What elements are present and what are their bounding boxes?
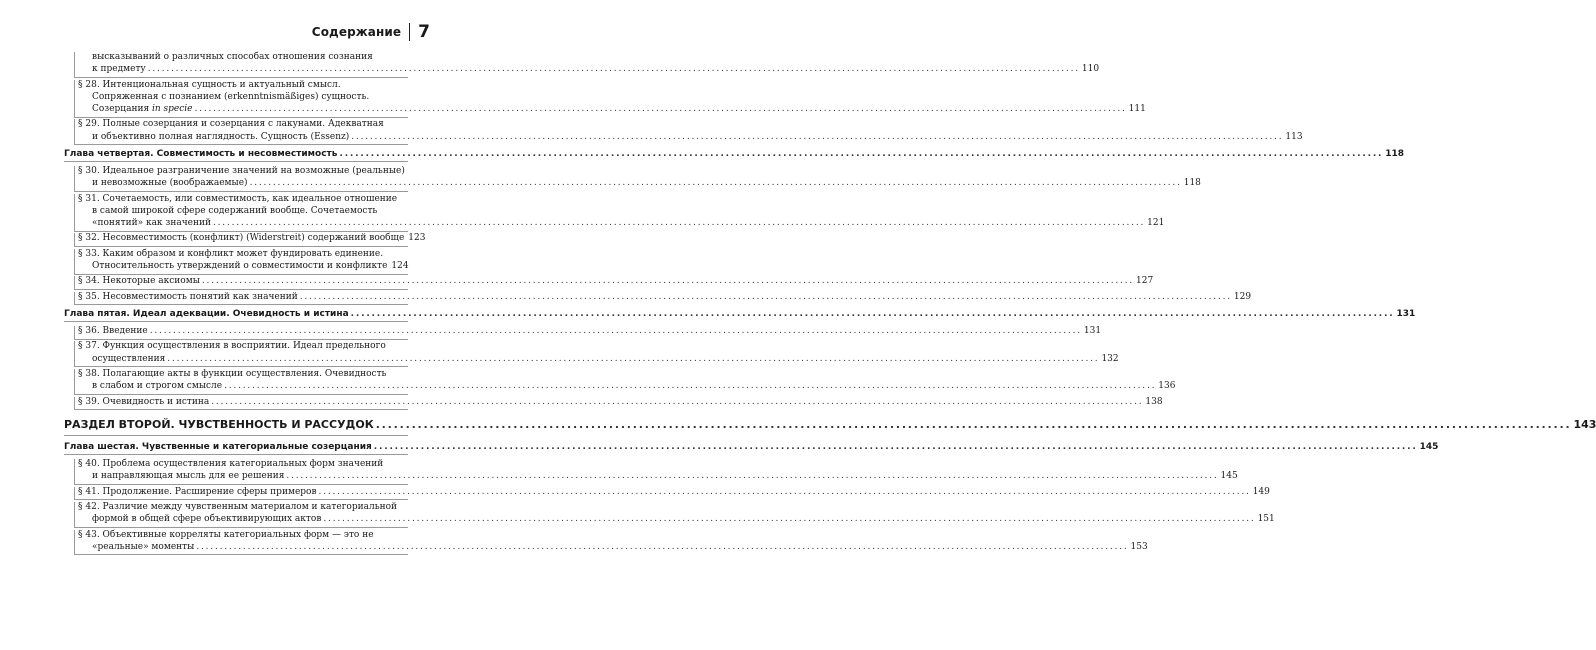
entry-page-number: 138 bbox=[1145, 396, 1163, 407]
entry-left-rule bbox=[74, 276, 75, 289]
entry-last-line bbox=[92, 353, 1119, 365]
entry-page-number: 118 bbox=[1183, 178, 1201, 189]
entry-text-line: § 40. Проблема осуществления категориальных форм значений bbox=[78, 458, 384, 469]
entry-divider bbox=[64, 161, 408, 162]
entry-text-line: § 34. Некоторые аксиомы bbox=[78, 276, 200, 287]
entry-text-line: § 35. Несовместимость понятий как значений bbox=[78, 291, 298, 302]
entry-text-line: осуществления bbox=[92, 353, 166, 364]
entry-page-number: 129 bbox=[1233, 291, 1252, 302]
entry-left-rule bbox=[74, 326, 75, 339]
entry-last-line bbox=[78, 396, 1163, 408]
entry-text-line: § 37. Функция осуществления в восприятии. Идеал предельного bbox=[78, 341, 386, 352]
entry-text-line: § 42. Различие между чувственным материалом и категориальной bbox=[78, 501, 398, 512]
dot-leader: ........................................................................................................................................................................................................ bbox=[194, 103, 1127, 114]
entry-last-line bbox=[64, 418, 1596, 431]
entry-left-rule bbox=[74, 80, 75, 118]
dot-leader: ........................................................................................................................................................................................................ bbox=[167, 353, 1100, 364]
entry-left-rule bbox=[74, 292, 75, 305]
dot-leader: ........................................................................................................................................................................................................ bbox=[351, 131, 1284, 142]
entry-last-line bbox=[64, 148, 1405, 160]
entry-text-line: формой в общей сфере объективирующих актов bbox=[92, 514, 322, 525]
entry-page-number: 131 bbox=[1396, 308, 1416, 319]
entry-page-number: 118 bbox=[1385, 148, 1405, 159]
entry-text-line: § 32. Несовместимость (конфликт) (Widerstreit) содержаний вообще bbox=[78, 233, 405, 244]
entry-last-line bbox=[92, 63, 1100, 75]
entry-text-line: § 29. Полные созерцания и созерцания с лакунами. Адекватная bbox=[78, 119, 384, 130]
entry-last-line bbox=[92, 217, 1165, 229]
entry-page-number: 121 bbox=[1147, 217, 1165, 228]
entry-page-number: 145 bbox=[1419, 441, 1439, 452]
entry-left-rule bbox=[74, 194, 75, 232]
entry-page-number: 153 bbox=[1130, 541, 1148, 552]
entry-left-rule bbox=[74, 119, 75, 144]
entry-left-rule bbox=[74, 459, 75, 484]
entry-last-line bbox=[64, 441, 1439, 453]
entry-page-number: 145 bbox=[1220, 471, 1238, 482]
entry-left-rule bbox=[74, 233, 75, 246]
entry-text-line: Глава шестая. Чувственные и категориальные созерцания bbox=[64, 441, 372, 452]
entry-divider bbox=[64, 321, 408, 322]
entry-divider bbox=[64, 435, 408, 436]
entry-divider bbox=[74, 554, 408, 555]
entry-text-line: Глава пятая. Идеал адеквации. Очевидность и истина bbox=[64, 308, 349, 319]
entry-left-rule bbox=[74, 341, 75, 366]
entry-last-line bbox=[92, 103, 1146, 115]
entry-left-rule bbox=[74, 166, 75, 191]
entry-left-rule bbox=[74, 530, 75, 555]
entry-text-line: § 33. Каким образом и конфликт может фундировать единение. bbox=[78, 248, 384, 259]
dot-leader: ........................................................................................................................................................................................................ bbox=[286, 471, 1219, 482]
entry-page-number: 110 bbox=[1081, 64, 1100, 75]
entry-page-number: 131 bbox=[1083, 326, 1102, 336]
entry-page-number: 143 bbox=[1573, 418, 1596, 431]
dot-leader: ........................................................................................................................................................................................................ bbox=[212, 217, 1146, 228]
entry-last-line bbox=[78, 486, 1270, 498]
entry-last-line bbox=[92, 131, 1303, 143]
entry-page-number: 149 bbox=[1252, 486, 1270, 497]
entry-last-line bbox=[92, 380, 1176, 392]
entry-left-rule bbox=[74, 249, 75, 274]
entry-divider bbox=[64, 454, 408, 455]
entry-text-line: § 31. Сочетаемость, или совместимость, как идеальное отношение bbox=[78, 193, 398, 204]
dot-leader: ........................................................................................................................................................................................................ bbox=[249, 178, 1182, 189]
entry-page-number: 123 bbox=[408, 233, 426, 244]
dot-leader: ........................................................................................................................................................................................................ bbox=[224, 381, 1157, 392]
dot-leader: ........................................................................................................................................................................................................ bbox=[339, 148, 1384, 159]
entry-page-number: 132 bbox=[1101, 353, 1119, 364]
entry-last-line bbox=[92, 260, 407, 272]
entry-page-number: 111 bbox=[1128, 103, 1146, 114]
dot-leader: ........................................................................................................................................................................................................ bbox=[149, 326, 1082, 336]
dot-leader: ........................................................................................................................................................................................................ bbox=[211, 396, 1144, 407]
entry-last-line bbox=[78, 232, 426, 244]
dot-leader: ........................................................................................................................................................................................................ bbox=[299, 291, 1232, 302]
entry-page-number: 127 bbox=[1136, 276, 1154, 287]
dot-leader: ........................................................................................................................................................................................................ bbox=[201, 276, 1135, 287]
entry-text-line: Относительность утверждений о совместимости и конфликте bbox=[92, 260, 388, 271]
entry-text-line: § 30. Идеальное разграничение значений на возможные (реальные) bbox=[78, 165, 405, 176]
entry-page-number: 136 bbox=[1158, 381, 1176, 392]
dot-leader: ........................................................................................................................................................................................................ bbox=[350, 308, 1395, 319]
header-title: Содержание bbox=[311, 25, 402, 39]
entry-text-line: § 41. Продолжение. Расширение сферы примеров bbox=[78, 486, 317, 497]
dot-leader: ........................................................................................................................................................................................................ bbox=[196, 541, 1129, 552]
entry-last-line bbox=[78, 275, 1154, 287]
dot-leader: ........................................................................................................................................................................................................ bbox=[318, 486, 1251, 497]
entry-last-line bbox=[64, 308, 1416, 320]
entry-text-line: высказываний о различных способах отношения сознания bbox=[92, 52, 373, 62]
entry-text-line: и невозможные (воображаемые) bbox=[92, 178, 248, 189]
entry-text-line: Созерцания in specie bbox=[92, 103, 193, 114]
entry-text-line: Глава четвертая. Совместимость и несовместимость bbox=[64, 148, 338, 159]
entry-last-line bbox=[92, 541, 1148, 553]
dot-leader: ........................................................................................................................................................................................................ bbox=[373, 441, 1418, 452]
entry-divider bbox=[74, 409, 408, 410]
entry-page-number: 124 bbox=[391, 260, 409, 271]
dot-leader: ........................................................................................................................................................................................................ bbox=[147, 64, 1080, 75]
entry-left-rule bbox=[74, 487, 75, 500]
entry-text-line: § 38. Полагающие акты в функции осуществления. Очевидность bbox=[78, 369, 387, 379]
entry-left-rule bbox=[74, 502, 75, 527]
dot-leader: ........................................................................................................................................................................................................ bbox=[375, 418, 1572, 431]
entry-text-line: и направляющая мысль для ее решения bbox=[92, 471, 285, 482]
entry-last-line bbox=[92, 177, 1201, 189]
entry-text-line: и объективно полная наглядность. Сущность (Essenz) bbox=[92, 131, 350, 142]
page-number: 7 bbox=[418, 22, 430, 42]
entry-left-rule bbox=[74, 52, 75, 77]
dot-leader: ........................................................................................................................................................................................................ bbox=[323, 514, 1256, 525]
entry-divider bbox=[74, 144, 408, 145]
entry-page-number: 113 bbox=[1285, 131, 1303, 142]
entry-text-line: в самой широкой сфере содержаний вообще. Сочетаемость bbox=[92, 205, 378, 216]
entry-text-line: § 36. Введение bbox=[78, 326, 148, 336]
entry-left-rule bbox=[74, 397, 75, 410]
entry-page-number: 151 bbox=[1257, 514, 1275, 525]
entry-text-line: § 28. Интенциональная сущность и актуальный смысл. bbox=[78, 79, 341, 90]
entry-last-line bbox=[92, 513, 1275, 525]
entry-text-line: РАЗДЕЛ ВТОРОЙ. ЧУВСТВЕННОСТЬ И РАССУДОК bbox=[64, 418, 374, 431]
entry-last-line bbox=[78, 325, 1102, 337]
entry-text-line: § 43. Объективные корреляты категориальных форм — это не bbox=[78, 529, 374, 540]
header-divider bbox=[409, 23, 410, 41]
entry-text-line: § 39. Очевидность и истина bbox=[78, 396, 210, 407]
entry-left-rule bbox=[74, 369, 75, 394]
running-header bbox=[312, 22, 430, 42]
entry-text-line: к предмету bbox=[92, 64, 146, 75]
entry-last-line bbox=[92, 470, 1238, 482]
entry-divider bbox=[74, 304, 408, 305]
entry-last-line bbox=[78, 291, 1252, 303]
entry-text-line: Сопряженная с познанием (erkenntnismäßiges) сущность. bbox=[92, 91, 370, 102]
entry-text-line: «реальные» моменты bbox=[92, 541, 195, 552]
entry-text-line: «понятий» как значений bbox=[92, 217, 211, 228]
entry-text-line: в слабом и строгом смысле bbox=[92, 381, 223, 392]
